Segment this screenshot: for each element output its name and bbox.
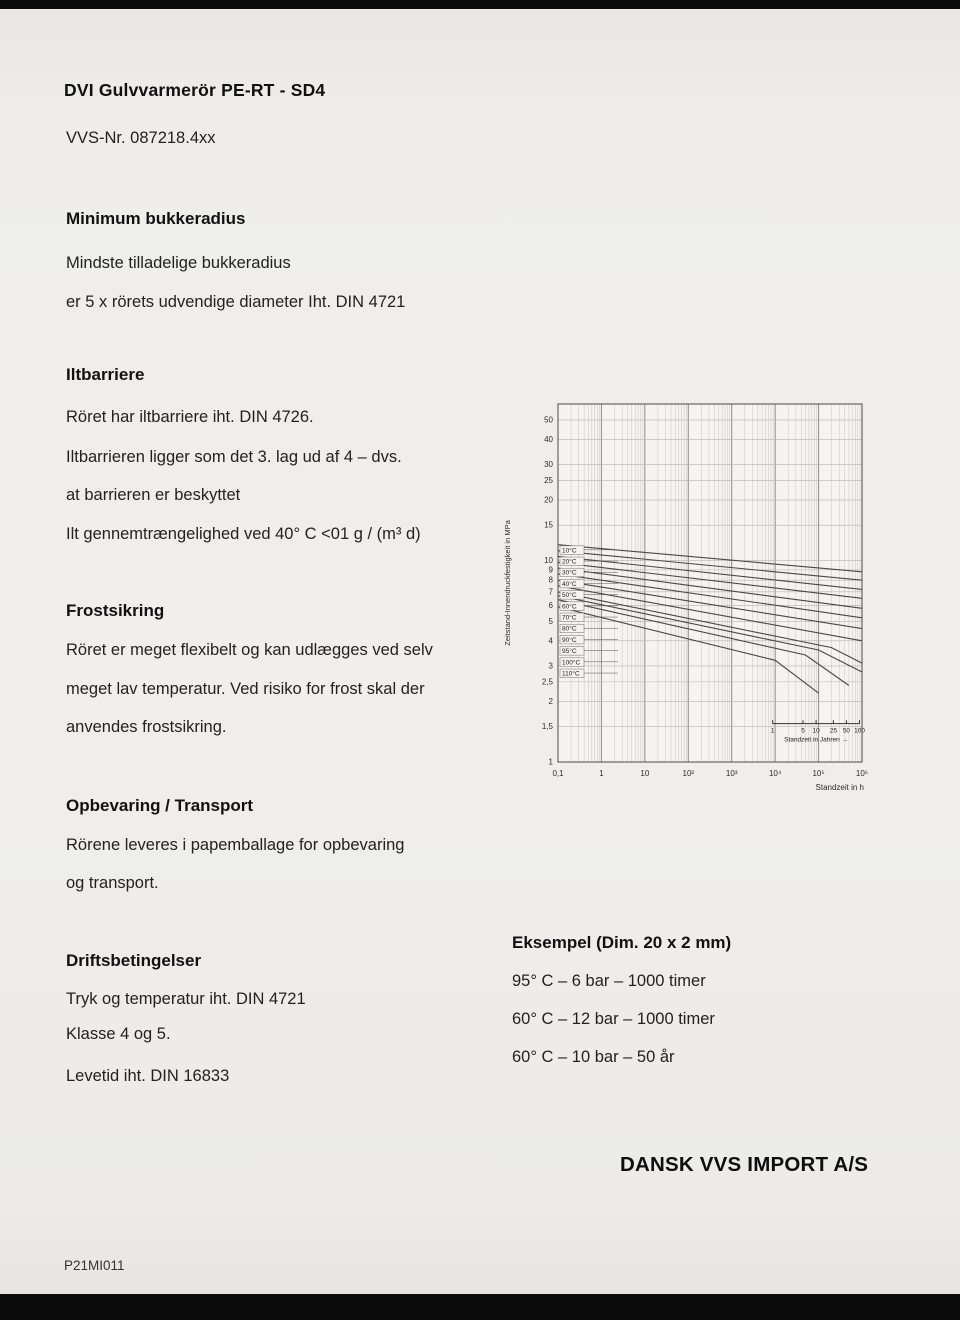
- svg-text:100: 100: [854, 727, 865, 735]
- body-line: Levetid iht. DIN 16833: [66, 1067, 230, 1085]
- svg-text:10²: 10²: [682, 769, 695, 778]
- svg-text:1: 1: [599, 769, 604, 778]
- section-heading-opbevaring: Opbevaring / Transport: [66, 796, 254, 815]
- svg-text:30°C: 30°C: [562, 569, 577, 577]
- svg-text:50: 50: [544, 415, 553, 425]
- body-line: Röret er meget flexibelt og kan udlægges ved selv: [66, 641, 433, 659]
- body-line: at barrieren er beskyttet: [66, 486, 241, 504]
- svg-text:5: 5: [801, 727, 805, 735]
- body-line: Iltbarrieren ligger som det 3. lag ud af 4 – dvs.: [66, 448, 402, 466]
- svg-text:10: 10: [544, 556, 553, 566]
- svg-text:10⁴: 10⁴: [768, 769, 782, 778]
- svg-text:9: 9: [548, 565, 553, 575]
- svg-text:10³: 10³: [725, 769, 738, 778]
- svg-text:8: 8: [548, 575, 553, 585]
- svg-text:Standzeit in Jahren →: Standzeit in Jahren →: [784, 736, 849, 744]
- svg-text:6: 6: [548, 600, 553, 610]
- svg-text:1: 1: [548, 757, 553, 767]
- section-heading-iltbarriere: Iltbarriere: [66, 365, 145, 384]
- section-heading-eksempel: Eksempel (Dim. 20 x 2 mm): [512, 933, 732, 952]
- svg-text:25: 25: [544, 476, 553, 486]
- body-line: Ilt gennemtrængelighed ved 40° C <01 g / (m³ d): [66, 525, 421, 543]
- vvs-number: VVS-Nr. 087218.4xx: [66, 129, 216, 147]
- svg-text:90°C: 90°C: [562, 636, 577, 644]
- section-heading-frostsikring: Frostsikring: [66, 601, 165, 620]
- scan-edge-bottom: [0, 1294, 960, 1320]
- svg-text:Standzeit in h: Standzeit in h: [815, 783, 864, 792]
- page-title: DVI Gulvvarmerör PE-RT - SD4: [64, 80, 326, 100]
- svg-text:110°C: 110°C: [562, 670, 580, 678]
- svg-text:3: 3: [548, 661, 553, 671]
- body-line: er 5 x rörets udvendige diameter Iht. DIN 4721: [66, 293, 406, 311]
- svg-text:1,5: 1,5: [541, 722, 553, 732]
- svg-text:20°C: 20°C: [562, 558, 577, 566]
- body-line: 95° C – 6 bar – 1000 timer: [512, 972, 706, 990]
- svg-text:40°C: 40°C: [562, 580, 577, 588]
- svg-text:95°C: 95°C: [562, 648, 577, 656]
- body-line: Röret har iltbarriere iht. DIN 4726.: [66, 408, 314, 426]
- svg-text:10°C: 10°C: [562, 547, 577, 555]
- svg-text:1: 1: [770, 727, 775, 735]
- section-heading-bukkeradius: Minimum bukkeradius: [66, 209, 246, 228]
- creep-rupture-chart: [500, 390, 890, 820]
- body-line: meget lav temperatur. Ved risiko for frost skal der: [66, 680, 425, 698]
- svg-text:10: 10: [812, 727, 820, 735]
- svg-text:Zeitstand-Innendruckfestigkeit: Zeitstand-Innendruckfestigkeit in MPa: [503, 520, 512, 646]
- svg-text:80°C: 80°C: [562, 625, 577, 633]
- body-line: Rörene leveres i papemballage for opbevaring: [66, 836, 405, 854]
- svg-text:5: 5: [548, 616, 553, 626]
- svg-text:0,1: 0,1: [552, 769, 564, 778]
- body-line: Klasse 4 og 5.: [66, 1025, 171, 1043]
- svg-text:50°C: 50°C: [562, 592, 577, 600]
- body-line: 60° C – 12 bar – 1000 timer: [512, 1010, 715, 1028]
- section-heading-driftsbetingelser: Driftsbetingelser: [66, 951, 202, 970]
- svg-text:100°C: 100°C: [562, 659, 581, 667]
- creep-chart-svg: [500, 390, 890, 820]
- body-line: 60° C – 10 bar – 50 år: [512, 1048, 675, 1066]
- body-line: og transport.: [66, 874, 159, 892]
- svg-text:25: 25: [829, 727, 837, 735]
- svg-text:70°C: 70°C: [562, 614, 577, 622]
- body-line: Mindste tilladelige bukkeradius: [66, 254, 291, 272]
- scan-edge-top: [0, 0, 960, 9]
- body-line: anvendes frostsikring.: [66, 718, 227, 736]
- svg-text:15: 15: [544, 520, 553, 530]
- svg-text:2,5: 2,5: [541, 677, 553, 687]
- document-code: P21MI011: [64, 1258, 125, 1273]
- svg-text:10⁶: 10⁶: [855, 769, 869, 778]
- svg-text:60°C: 60°C: [562, 603, 577, 611]
- company-name: DANSK VVS IMPORT A/S: [620, 1153, 869, 1176]
- svg-text:7: 7: [548, 587, 553, 597]
- svg-text:10: 10: [640, 769, 650, 778]
- svg-text:30: 30: [544, 460, 553, 470]
- body-line: Tryk og temperatur iht. DIN 4721: [66, 990, 306, 1008]
- svg-text:4: 4: [548, 636, 553, 646]
- svg-text:50: 50: [842, 727, 851, 735]
- svg-text:40: 40: [544, 434, 553, 444]
- svg-text:2: 2: [548, 696, 553, 706]
- svg-text:20: 20: [544, 495, 553, 505]
- svg-text:10⁵: 10⁵: [812, 769, 825, 778]
